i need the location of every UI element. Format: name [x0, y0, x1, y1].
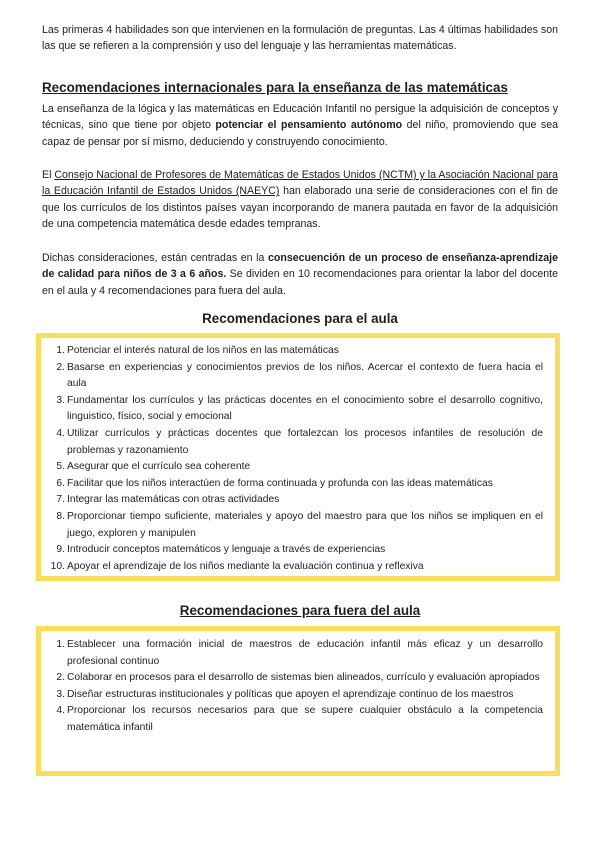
section-title: Recomendaciones internacionales para la enseñanza de las matemáticas [42, 80, 508, 95]
paragraph-considerations: Dichas consideraciones, están centradas en la consecuención de un proceso de enseñanza-aprendizaje de calidad para niños de 3 a 6 años. Se dividen en 10 recomendaciones para orientar la labor del docente en el aula y 4 recomendaciones para fuera del aula. [42, 252, 558, 297]
list-item: 4. Utilizar currículos y prácticas docentes que fortalezcan los procesos infantiles de resolución de problemas y razonamiento [56, 427, 543, 456]
aula-list [41, 343, 555, 575]
list-item: 7. Integrar las matemáticas con otras actividades [56, 494, 280, 506]
emphasis-quality-process: consecuención de un proceso de enseñanza-aprendizaje de calidad para niños de 3 a 6 años. [42, 252, 558, 281]
list-item: 5. Asegurar que el currículo sea coherente [56, 461, 251, 473]
list-item: 1. Establecer una formación inicial de maestros de educación infantil más eficaz y un desarrollo profesional continuo [56, 639, 543, 667]
fuera-title: Recomendaciones para fuera del aula [179, 603, 421, 618]
emphasis-autonomous-thinking: potenciar el pensamiento autónomo [215, 119, 403, 132]
list-item: 3. Fundamentar los currículos y las prácticas docentes en el conocimiento sobre el desarrollo cognitivo, linguistico, físico, social y emocional [56, 394, 543, 423]
aula-box [36, 333, 560, 581]
list-item: 4. Proporcionar los recursos necesarios para que se supere cualquier obstáculo a la competencia matemática infantil [56, 705, 543, 733]
list-item: 9. Introducir conceptos matemáticos y lenguaje a través de experiencias [56, 544, 386, 556]
list-item: 6. Facilitar que los niños interactúen de forma continuada y profunda con las ideas matemáticas [56, 477, 493, 489]
nctm-naeyc-link[interactable]: Consejo Nacional de Profesores de Matemáticas de Estados Unidos (NCTM) y la Asociación Nacional para la Educación Infantil de Estados Unidos (NAEYC) [42, 169, 558, 198]
aula-title: Recomendaciones para el aula [202, 311, 398, 326]
list-item: 3. Diseñar estructuras institucionales y políticas que apoyen el aprendizaje continuo de los maestros [56, 688, 514, 700]
intro-paragraph: Las primeras 4 habilidades son que intervienen en la formulación de preguntas. Las 4 últimas habilidades son las que se refieren a la comprensión y uso del lenguaje y las herramientas matemáticas. [42, 24, 558, 53]
paragraph-nctm: El Consejo Nacional de Profesores de Matemáticas de Estados Unidos (NCTM) y la Asociación Nacional para la Educación Infantil de Estados Unidos (NAEYC) han elaborado una serie de consideraciones con el fin de que los currículos de los distintos países vayan incorporando de manera pautada en favor de la adquisición de una competencia matemática desde edades tempranas. [42, 169, 558, 231]
fuera-list [41, 637, 555, 737]
list-item: 2. Colaborar en procesos para el desarrollo de sistemas bien alineados, currículo y evaluación apropiados [56, 672, 540, 684]
list-item: 2. Basarse en experiencias y conocimientos previos de los niños. Acercar el contexto de fuera hacia el aula [56, 361, 543, 390]
list-item: 1. Potenciar el interés natural de los niños en las matemáticas [56, 345, 339, 356]
list-item: 10. Apoyar el aprendizaje de los niños mediante la evaluación continua y reflexiva [50, 560, 424, 572]
list-item: 8. Proporcionar tiempo suficiente, materiales y apoyo del maestro para que los niños se impliquen en el juego, exploren y manipulen [56, 510, 543, 539]
paragraph-logic: La enseñanza de la lógica y las matemáticas en Educación Infantil no persigue la adquisición de conceptos y técnicas, sino que tiene por objeto potenciar el pensamiento autónomo del niño, promoviendo que sea capaz de pensar por sí mismo, deduciendo y construyendo conocimiento. [42, 103, 558, 148]
fuera-box [36, 626, 560, 776]
